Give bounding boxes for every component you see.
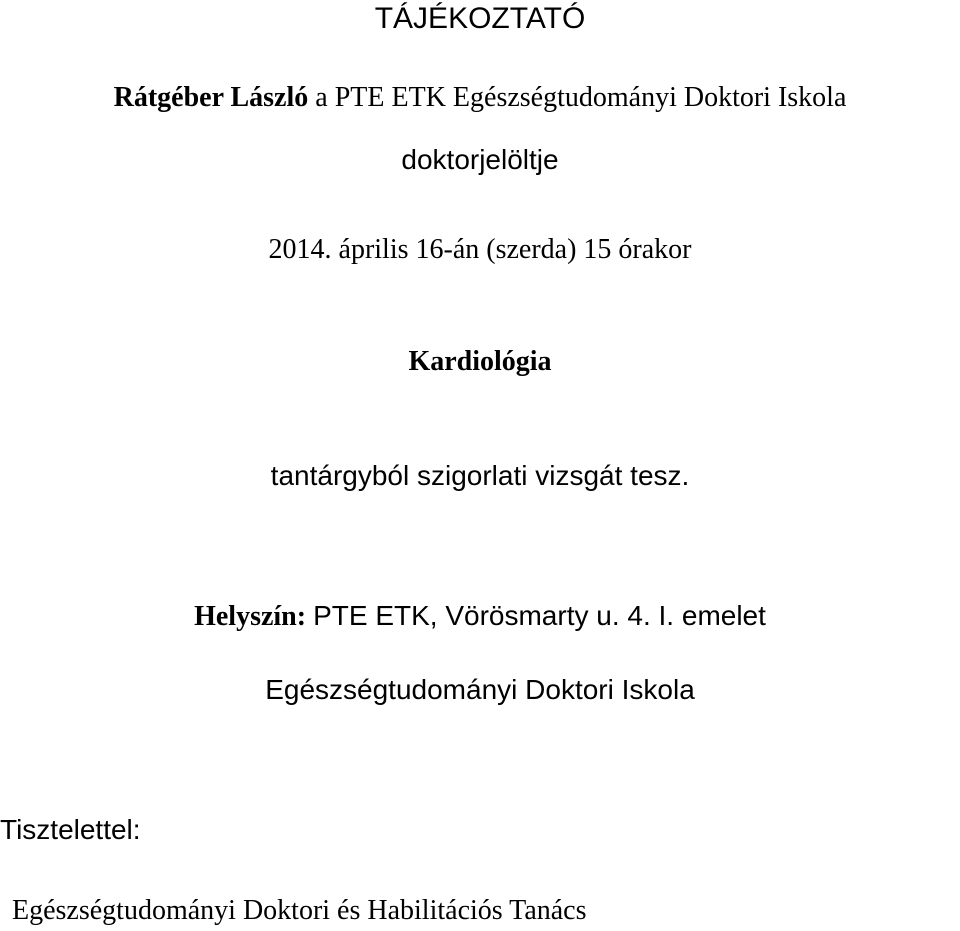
location-label: Helyszín: <box>194 601 307 632</box>
exam-date-time: 2014. április 16-án (szerda) 15 órakor <box>268 234 692 265</box>
document-title: TÁJÉKOZTATÓ <box>374 2 586 35</box>
location-unit: Egészségtudományi Doktori Iskola <box>265 674 695 705</box>
signature: Egészségtudományi Doktori és Habilitációs Tanács <box>12 895 587 926</box>
closing-salutation: Tisztelettel: <box>0 814 141 845</box>
exam-description: tantárgyból szigorlati vizsgát tesz. <box>270 460 690 491</box>
candidate-role: doktorjelöltje <box>401 144 559 175</box>
exam-subject: Kardiológia <box>408 346 552 377</box>
location-line <box>0 602 960 631</box>
location-address: PTE ETK, Vörösmarty u. 4. I. emelet <box>313 600 766 631</box>
candidate-name: Rátgéber László <box>113 82 309 113</box>
candidate-line <box>0 84 960 112</box>
candidate-affiliation: a PTE ETK Egészségtudományi Doktori Iskola <box>315 82 847 113</box>
